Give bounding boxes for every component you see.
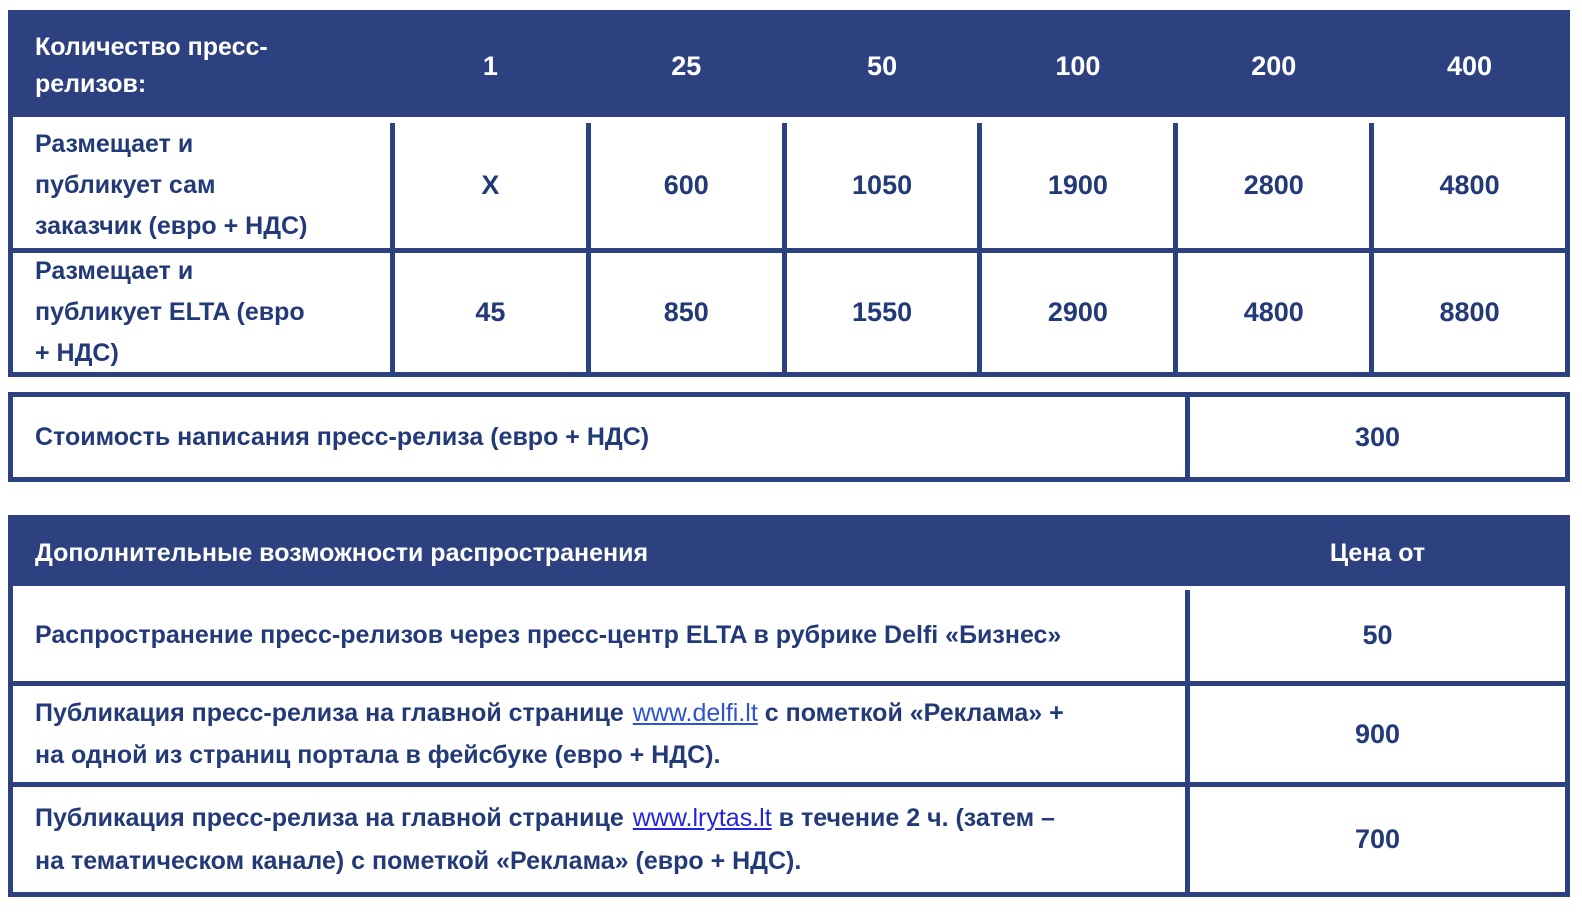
- price-cell: 2900: [977, 253, 1173, 372]
- price-cell: 45: [390, 253, 586, 372]
- quantity-header-cell: 50: [867, 50, 898, 81]
- price-cell: 2800: [1173, 123, 1369, 248]
- quantity-header-cell: 100: [1055, 50, 1101, 81]
- price-cell: 1050: [782, 123, 978, 248]
- text-line2: на одной из страниц портала в фейсбуке (евро + НДС).: [35, 741, 721, 769]
- writing-cost-value: 300: [1185, 397, 1565, 477]
- price-cell: 700: [1185, 787, 1565, 892]
- table-row-elta-publishes: [13, 253, 1565, 372]
- price-cell: 4800: [1369, 123, 1565, 248]
- extras-row-description: Распространение пресс-релизов через пресс-центр ELTA в рубрике Delfi «Бизнес»: [35, 621, 1062, 650]
- quantity-header-cell: 1: [482, 50, 498, 81]
- writing-cost-table: [8, 392, 1570, 482]
- quantity-header-cell: 25: [671, 50, 702, 81]
- extras-table: [8, 515, 1570, 897]
- extras-row-delfi-frontpage: [13, 686, 1565, 787]
- price-cell: X: [390, 123, 586, 248]
- text-after-link: в течение 2 ч. (затем –: [778, 804, 1055, 832]
- extras-row-text: [13, 686, 1185, 782]
- text-after-link: с пометкой «Реклама» +: [764, 698, 1064, 727]
- row-label: Размещает и публикует сам заказчик (евро + НДС): [35, 129, 308, 241]
- text-before-link: Публикация пресс-релиза на главной странице: [35, 698, 624, 727]
- row-label-cell: [13, 253, 390, 372]
- text-line2: на тематическом канале) с пометкой «Реклама» (евро + НДС).: [35, 846, 802, 875]
- price-cell: 600: [586, 123, 782, 248]
- price-cell: 850: [586, 253, 782, 372]
- price-cell: 8800: [1369, 253, 1565, 372]
- delfi-link[interactable]: www.delfi.lt: [632, 698, 758, 727]
- quantity-header-cell: 400: [1447, 50, 1493, 81]
- extras-row-delfi-business: [13, 590, 1565, 686]
- lrytas-link[interactable]: www.lrytas.lt: [632, 804, 772, 832]
- pricing-table: [8, 10, 1570, 377]
- quantity-header-cell: 200: [1251, 50, 1297, 81]
- writing-cost-label: Стоимость написания пресс-релиза (евро + НДС): [35, 422, 650, 451]
- table-row-customer-publishes: [13, 123, 1565, 253]
- price-cell: 1900: [977, 123, 1173, 248]
- pricing-header-label-cell: [13, 15, 390, 117]
- pricing-header-label: Количество пресс-релизов:: [35, 32, 268, 98]
- price-from-header: Цена от: [1329, 538, 1426, 567]
- extras-header-row: [13, 520, 1565, 586]
- writing-cost-row: [13, 397, 1565, 477]
- extras-row-description: [35, 797, 1055, 882]
- price-cell: 4800: [1173, 253, 1369, 372]
- row-label-cell: [13, 123, 390, 248]
- extras-row-description: [35, 692, 1064, 777]
- row-label: Размещает и публикует ELTA (евро + НДС): [35, 256, 305, 368]
- price-cell: 1550: [782, 253, 978, 372]
- price-cell: 50: [1185, 590, 1565, 681]
- extras-row-text: [13, 787, 1185, 892]
- pricing-header-row: [13, 15, 1565, 117]
- text-before-link: Публикация пресс-релиза на главной странице: [35, 804, 624, 832]
- extras-row-lrytas-frontpage: [13, 787, 1565, 892]
- extras-header-label: Дополнительные возможности распространения: [35, 538, 649, 567]
- extras-row-text: [13, 590, 1185, 681]
- price-cell: 900: [1185, 686, 1565, 782]
